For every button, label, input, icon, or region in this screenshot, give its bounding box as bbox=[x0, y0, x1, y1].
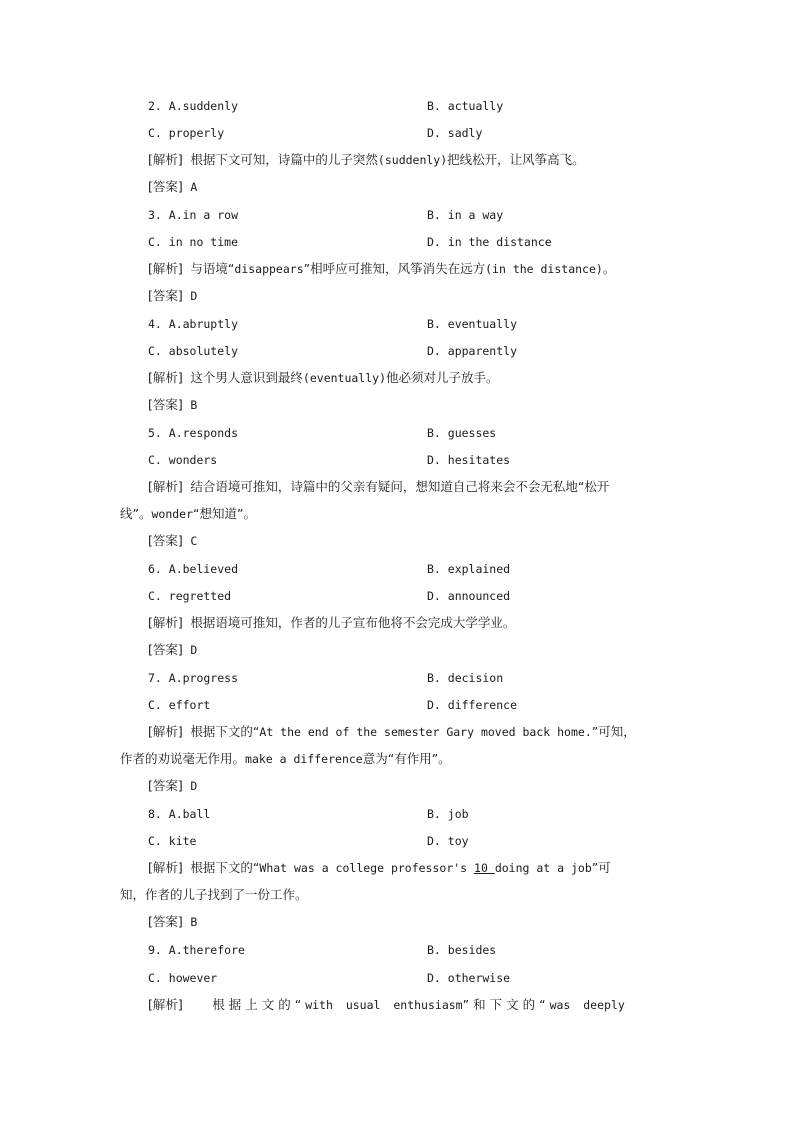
question-5-analysis-line-2: 线”。wonder“想知道”。 bbox=[120, 506, 256, 521]
question-7-answer: [答案] D bbox=[148, 778, 198, 793]
question-3-option-d: D. in the distance bbox=[427, 235, 552, 249]
question-5-option-c: C. wonders bbox=[148, 453, 218, 467]
question-2-option-a: 2. A.suddenly bbox=[148, 99, 239, 113]
question-4-option-a: 4. A.abruptly bbox=[148, 317, 239, 331]
question-5-analysis-line-1: [解析] 结合语境可推知，诗篇中的父亲有疑问，想知道自己将来会不会无私地“松开 bbox=[148, 479, 610, 494]
question-4-option-d: D. apparently bbox=[427, 344, 518, 358]
question-4-answer: [答案] B bbox=[148, 397, 198, 412]
question-7-analysis-line-2: 作者的劝说毫无作用。make a difference意为“有作用”。 bbox=[120, 751, 451, 766]
question-8-option-a: 8. A.ball bbox=[148, 807, 211, 821]
question-3-option-c: C. in no time bbox=[148, 235, 239, 249]
question-9-option-d: D. otherwise bbox=[427, 971, 511, 985]
blank-10: 10 bbox=[474, 861, 495, 875]
question-8-analysis-line-2: 知，作者的儿子找到了一份工作。 bbox=[120, 887, 308, 902]
question-4-analysis: [解析] 这个男人意识到最终(eventually)他必须对儿子放手。 bbox=[148, 370, 499, 385]
question-7-option-a: 7. A.progress bbox=[148, 671, 239, 685]
question-9-option-b: B. besides bbox=[427, 943, 497, 957]
question-4-option-c: C. absolutely bbox=[148, 344, 239, 358]
question-9-option-a: 9. A.therefore bbox=[148, 943, 245, 957]
question-2-analysis: [解析] 根据下文可知，诗篇中的儿子突然(suddenly)把线松开，让风筝高飞。 bbox=[148, 152, 585, 167]
question-2-option-b: B. actually bbox=[427, 99, 504, 113]
question-3-option-a: 3. A.in a row bbox=[148, 208, 239, 222]
question-8-option-c: C. kite bbox=[148, 834, 197, 848]
question-8-option-d: D. toy bbox=[427, 834, 469, 848]
answer-tag: [答案] bbox=[148, 179, 183, 194]
question-9-option-c: C. however bbox=[148, 971, 218, 985]
question-5-option-a: 5. A.responds bbox=[148, 426, 239, 440]
question-7-option-d: D. difference bbox=[427, 698, 518, 712]
question-5-option-b: B. guesses bbox=[427, 426, 497, 440]
question-3-analysis: [解析] 与语境“disappears”相呼应可推知，风筝消失在远方(in the distance)。 bbox=[148, 261, 616, 276]
question-6-analysis: [解析] 根据语境可推知，作者的儿子宣布他将不会完成大学学业。 bbox=[148, 615, 516, 630]
answer-value: A bbox=[190, 180, 198, 194]
question-8-analysis-line-1: [解析] 根据下文的“What was a college professor's 10 doing at a job”可 bbox=[148, 860, 611, 875]
question-6-answer: [答案] D bbox=[148, 642, 198, 657]
question-6-option-b: B. explained bbox=[427, 562, 511, 576]
question-8-option-b: B. job bbox=[427, 807, 469, 821]
question-7-analysis-line-1: [解析] 根据下文的“At the end of the semester Gary moved back home.”可知， bbox=[148, 724, 636, 739]
question-9-analysis-line-1: [解析] 根据上文的“with usual enthusiasm”和下文的“was deeply bbox=[148, 997, 625, 1012]
question-4-option-b: B. eventually bbox=[427, 317, 518, 331]
question-2-option-c: C. properly bbox=[148, 126, 225, 140]
question-6-option-a: 6. A.believed bbox=[148, 562, 239, 576]
question-5-option-d: D. hesitates bbox=[427, 453, 511, 467]
question-7-option-c: C. effort bbox=[148, 698, 211, 712]
question-3-option-b: B. in a way bbox=[427, 208, 504, 222]
question-6-option-c: C. regretted bbox=[148, 589, 232, 603]
question-5-answer: [答案] C bbox=[148, 533, 198, 548]
question-2-answer bbox=[148, 179, 197, 195]
question-8-answer: [答案] B bbox=[148, 914, 198, 929]
question-3-answer: [答案] D bbox=[148, 288, 198, 303]
question-6-option-d: D. announced bbox=[427, 589, 511, 603]
analysis-tag: [解析] bbox=[148, 152, 183, 167]
question-7-option-b: B. decision bbox=[427, 671, 504, 685]
question-2-option-d: D. sadly bbox=[427, 126, 483, 140]
